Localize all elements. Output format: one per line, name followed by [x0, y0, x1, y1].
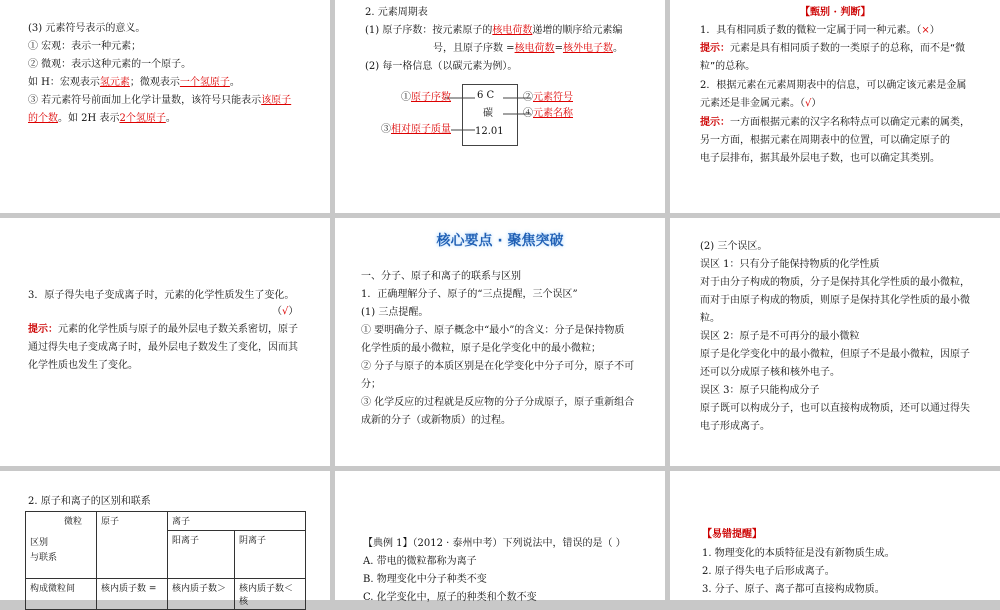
hint-1 [700, 42, 965, 56]
answer-bracket [272, 305, 298, 319]
text-line: 误区 2：原子是不可再分的最小微粒 [700, 331, 860, 342]
answer-mark: × [921, 25, 930, 36]
section-header: 【甄别 · 判断】 [800, 7, 871, 18]
table-cell: 核内质子数 = [97, 579, 168, 610]
hint-cont: 通过得失电子变成离子时，最外层电子数发生了变化，因而其 [28, 342, 298, 353]
text-line: 误区 1：只有分子能保持物质的化学性质 [700, 259, 880, 270]
text: (1) 原子序数：按元素原子的 [365, 25, 493, 36]
text-line: 粒。 [700, 313, 720, 324]
text-line: (1) 三点提醒。 [361, 307, 429, 318]
cell-name: 碳 [483, 108, 493, 119]
comparison-table [25, 511, 306, 610]
section-header: 【易错提醒】 [702, 529, 762, 540]
text-line: ① 要明确分子、原子概念中“最小”的含义：分子是保持物质 [361, 325, 625, 336]
text-line: 还可以分成原子核和核外电子。 [700, 367, 840, 378]
text-line: ② 分子与原子的本质区别是在化学变化中分子可分，原子不可 [361, 361, 635, 372]
text: ；微观表示 [129, 77, 180, 88]
corner-label: 区别 [30, 538, 49, 548]
hint-2-cont: 电子层排布，据其最外层电子数，也可以确定其类别。 [700, 153, 940, 164]
table-header-anion: 阴离子 [235, 531, 306, 579]
slide-judge-questions [670, 0, 1000, 213]
corner-label: 与联系 [30, 553, 58, 563]
text-line: (2) 三个误区。 [700, 241, 768, 252]
cell-number-symbol: 6 C [477, 90, 495, 101]
text-line: 1. 物理变化的本质特征是没有新物质生成。 [702, 548, 895, 559]
question-1 [700, 24, 940, 38]
answer-blank: 核电荷数 [514, 43, 555, 54]
table-header-ion: 离子 [168, 512, 306, 531]
option-c: C. 化学变化中，原子的种类和个数不变 [363, 592, 537, 603]
section-title: 2. 元素周期表 [365, 7, 428, 18]
table-corner-cell [26, 512, 97, 579]
text: ） [929, 25, 940, 36]
text: 递增的顺序给元素编 [532, 25, 623, 36]
label-text: 元素名称 [533, 108, 573, 119]
label-num: ① [401, 92, 411, 103]
text: ） [811, 98, 822, 109]
text-line: 而对于由原子构成的物质，则原子是保持其化学性质的最小微 [700, 295, 970, 306]
answer-blank: 氢元素 [99, 77, 130, 88]
text-line: 1．正确理解分子、原子的“三点提醒，三个误区” [361, 289, 578, 300]
hint-text: 元素是具有相同质子数的一类原子的总称，而不是“微 [730, 43, 966, 54]
text-line: 误区 3：原子只能构成分子 [700, 385, 820, 396]
slide-example-1 [335, 471, 665, 603]
text-line: 原子既可以构成分子，也可以直接构成物质，还可以通过得失 [700, 403, 970, 414]
slide-question-3 [0, 218, 330, 466]
answer-blank: 核外电子数 [562, 43, 613, 54]
answer-blank: 该原子 [261, 95, 292, 106]
text-line: 对于由分子构成的物质，分子是保持其化学性质的最小微粒， [700, 277, 970, 288]
text: = [554, 43, 563, 54]
label-num: ④ [523, 108, 533, 119]
text: （ [272, 306, 282, 317]
table-header-atom: 原子 [97, 512, 168, 579]
text: 元素还是非金属元素。（ [700, 98, 805, 109]
hint [28, 323, 298, 337]
slide-error-reminder [670, 471, 1000, 600]
label-element-symbol [523, 91, 573, 105]
cell-mass: 12.01 [475, 126, 504, 137]
text-line [28, 94, 291, 108]
text-line: 电子形成离子。 [700, 421, 770, 432]
text-line: (2) 每一格信息（以碳元素为例）。 [365, 61, 518, 72]
text: 。 [165, 113, 176, 124]
text-line: 一、分子、原子和离子的联系与区别 [361, 271, 521, 282]
section-title: 2. 原子和离子的区别和联系 [28, 496, 151, 507]
answer-mark: √ [282, 306, 289, 317]
text-line: 化学性质的最小微粒，原子是化学变化中的最小微粒； [361, 343, 601, 354]
hint-2 [700, 116, 970, 130]
hint-label: 提示： [28, 324, 58, 335]
answer-blank: 核电荷数 [492, 25, 533, 36]
text: 。 [612, 43, 623, 54]
slide-three-misconceptions [670, 218, 1000, 466]
text: ③ 若元素符号前面加上化学计量数，该符号只能表示 [28, 95, 262, 106]
text: ） [288, 306, 299, 317]
question-stem: 【典例 1】（2012 · 泰州中考）下列说法中，错误的是（ ） [363, 538, 626, 549]
slide-core-points [335, 218, 665, 466]
hint-1-cont: 粒”的总称。 [700, 61, 756, 72]
slide-periodic-table [335, 0, 665, 213]
text: 号，且原子序数 = [433, 43, 515, 54]
question-2-cont [700, 97, 821, 111]
connector-lines [335, 0, 665, 213]
text-line: 2. 原子得失电子后形成离子。 [702, 566, 835, 577]
label-atomic-number [401, 91, 451, 105]
text-line [28, 76, 240, 90]
question-2: 2．根据元素在元素周期表中的信息，可以确定该元素是金属 [700, 80, 967, 91]
answer-mark: √ [805, 98, 812, 109]
label-num: ③ [381, 124, 391, 135]
hint-label: 提示： [700, 117, 730, 128]
label-element-name [523, 107, 573, 121]
slide-atom-ion-table [0, 471, 330, 607]
answer-blank: 一个氢原子 [179, 77, 230, 88]
hint-text: 一方面根据元素的汉字名称特点可以确定元素的属类， [730, 117, 970, 128]
text-line: ③ 化学反应的过程就是反应物的分子分成原子，原子重新组合 [361, 397, 635, 408]
label-num: ② [523, 92, 533, 103]
text-line: ② 微观：表示这种元素的一个原子。 [28, 59, 192, 70]
text: 。如 2H 表示 [58, 113, 120, 124]
table-header-cation: 阳离子 [168, 531, 235, 579]
table-cell: 核内质子数＜核 [235, 579, 306, 610]
table-cell: 核内质子数＞ [168, 579, 235, 610]
label-text: 元素符号 [533, 92, 573, 103]
option-a: A. 带电的微粒都称为离子 [363, 556, 477, 567]
table-cell: 构成微粒间 [26, 579, 97, 610]
corner-label: 微粒 [64, 517, 83, 527]
answer-blank: 的个数 [28, 113, 58, 124]
text-line: 分； [361, 379, 381, 390]
text: 1．具有相同质子数的微粒一定属于同一种元素。（ [700, 25, 922, 36]
answer-blank: 2个氢原子 [119, 113, 166, 124]
label-text: 原子序数 [411, 92, 451, 103]
text-line: 原子是化学变化中的最小微粒，但原子不是最小微粒，因原子 [700, 349, 970, 360]
text-line [28, 112, 176, 126]
text-line: 成新的分子（或新物质）的过程。 [361, 415, 511, 426]
text: 。 [229, 77, 240, 88]
label-text: 相对原子质量 [391, 124, 451, 135]
question-3: 3．原子得失电子变成离子时，元素的化学性质发生了变化。 [28, 290, 295, 301]
hint-text: 元素的化学性质与原子的最外层电子数关系密切，原子 [58, 324, 298, 335]
slide-element-symbol-meaning [0, 0, 330, 213]
hint-label: 提示： [700, 43, 730, 54]
hint-2-cont: 另一方面，根据元素在周期表中的位置，可以确定原子的 [700, 135, 950, 146]
hint-cont: 化学性质也发生了变化。 [28, 360, 138, 371]
text-line: ① 宏观：表示一种元素； [28, 41, 142, 52]
option-b: B. 物理变化中分子种类不变 [363, 574, 487, 585]
label-atomic-mass [381, 123, 451, 137]
text-line: (3) 元素符号表示的意义。 [28, 23, 146, 34]
slide-title: 核心要点 · 聚焦突破 [436, 233, 564, 249]
text-line: 3. 分子、原子、离子都可直接构成物质。 [702, 584, 885, 595]
text: 如 H：宏观表示 [28, 77, 100, 88]
